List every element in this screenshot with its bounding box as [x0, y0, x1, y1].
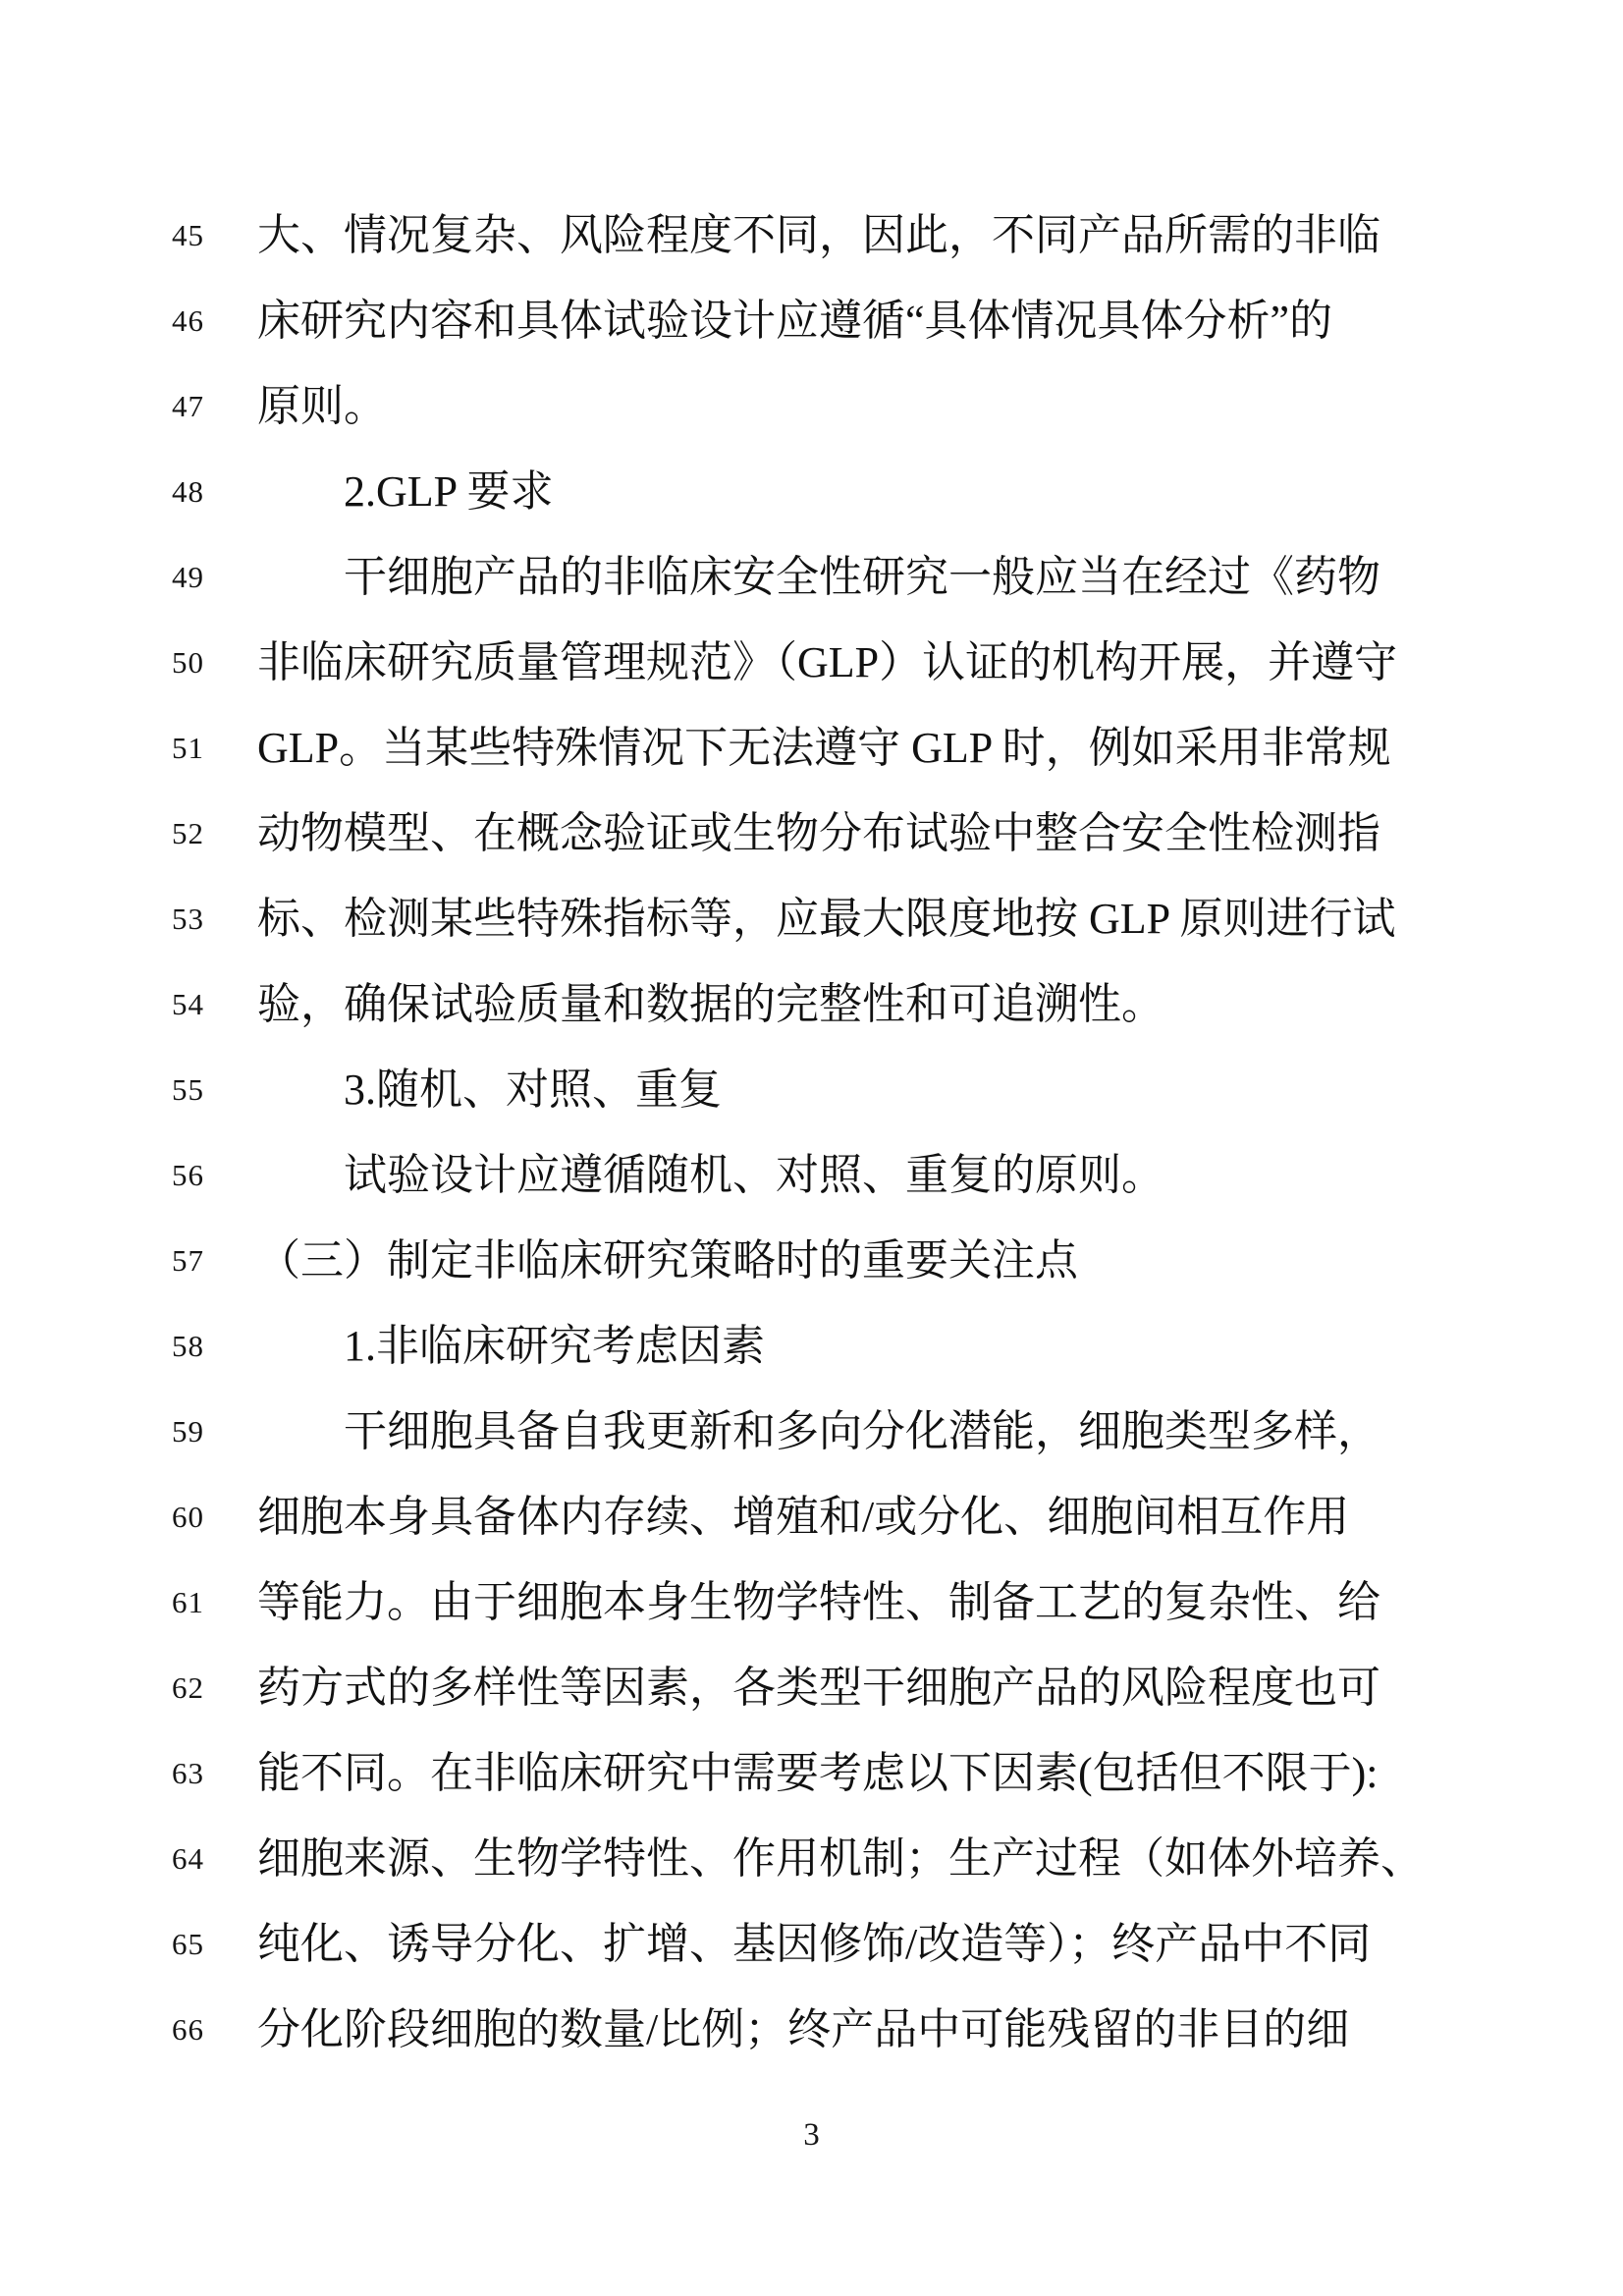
- line-number: 61: [172, 1585, 204, 1619]
- document-line: [0, 1559, 1623, 1645]
- line-number: 47: [172, 389, 204, 423]
- line-text: GLP。当某些特殊情况下无法遵守 GLP 时，例如采用非常规: [257, 724, 1391, 772]
- line-text: 床研究内容和具体试验设计应遵循“具体情况具体分析”的: [257, 297, 1333, 345]
- line-number: 59: [172, 1414, 204, 1449]
- line-number: 48: [172, 474, 204, 509]
- line-text: 等能力。由于细胞本身生物学特性、制备工艺的复杂性、给: [257, 1578, 1380, 1626]
- line-text: 药方式的多样性等因素，各类型干细胞产品的风险程度也可: [257, 1664, 1380, 1712]
- document-line: [0, 705, 1623, 791]
- line-number: 58: [172, 1329, 204, 1363]
- line-text: 试验设计应遵循随机、对照、重复的原则。: [344, 1151, 1164, 1199]
- line-text: 能不同。在非临床研究中需要考虑以下因素(包括但不限于):: [257, 1749, 1379, 1797]
- line-text: 干细胞产品的非临床安全性研究一般应当在经过《药物: [344, 553, 1380, 601]
- line-text: 原则。: [257, 382, 387, 430]
- document-line: [0, 1987, 1623, 2072]
- line-number: 63: [172, 1756, 204, 1790]
- line-text: 纯化、诱导分化、扩增、基因修饰/改造等）；终产品中不同: [257, 1920, 1372, 1968]
- line-number: 56: [172, 1158, 204, 1192]
- document-body: [0, 192, 1623, 2072]
- document-line: [0, 1645, 1623, 1730]
- line-text: 大、情况复杂、风险程度不同，因此，不同产品所需的非临: [257, 211, 1380, 259]
- line-text: 3.随机、对照、重复: [344, 1066, 722, 1114]
- line-text: 验，确保试验质量和数据的完整性和可追溯性。: [257, 980, 1164, 1028]
- line-text: 细胞本身具备体内存续、增殖和/或分化、细胞间相互作用: [257, 1493, 1350, 1541]
- document-line: [0, 876, 1623, 961]
- line-number: 46: [172, 303, 204, 338]
- document-line: [0, 1389, 1623, 1474]
- page-number: 3: [803, 2117, 820, 2153]
- document-line: [0, 1303, 1623, 1389]
- document-line: [0, 1218, 1623, 1303]
- line-number: 49: [172, 560, 204, 594]
- line-text: 1.非临床研究考虑因素: [344, 1322, 765, 1370]
- document-line: [0, 791, 1623, 876]
- line-text: 动物模型、在概念验证或生物分布试验中整合安全性检测指: [257, 809, 1380, 857]
- line-number: 45: [172, 218, 204, 252]
- document-line: [0, 192, 1623, 278]
- line-number: 52: [172, 816, 204, 850]
- line-text: （三）制定非临床研究策略时的重要关注点: [257, 1236, 1078, 1285]
- document-line: [0, 534, 1623, 620]
- document-line: [0, 1730, 1623, 1816]
- document-line: [0, 278, 1623, 363]
- line-number: 53: [172, 902, 204, 936]
- line-number: 66: [172, 2012, 204, 2047]
- line-text: 细胞来源、生物学特性、作用机制；生产过程（如体外培养、: [257, 1834, 1424, 1883]
- line-text: 分化阶段细胞的数量/比例；终产品中可能残留的非目的细: [257, 2005, 1350, 2053]
- document-line: [0, 1816, 1623, 1901]
- line-text: 非临床研究质量管理规范》（GLP）认证的机构开展，并遵守: [257, 638, 1398, 686]
- document-line: [0, 1047, 1623, 1132]
- document-line: [0, 1474, 1623, 1559]
- line-text: 标、检测某些特殊指标等，应最大限度地按 GLP 原则进行试: [257, 895, 1396, 943]
- line-number: 54: [172, 987, 204, 1021]
- document-line: [0, 620, 1623, 705]
- line-number: 50: [172, 645, 204, 680]
- document-line: [0, 961, 1623, 1047]
- line-number: 57: [172, 1243, 204, 1278]
- line-text: 干细胞具备自我更新和多向分化潜能，细胞类型多样，: [344, 1407, 1380, 1455]
- document-line: [0, 363, 1623, 449]
- line-number: 65: [172, 1927, 204, 1961]
- line-number: 64: [172, 1841, 204, 1876]
- line-number: 62: [172, 1670, 204, 1705]
- document-line: [0, 1901, 1623, 1987]
- line-number: 55: [172, 1072, 204, 1107]
- document-line: [0, 1132, 1623, 1218]
- line-number: 60: [172, 1500, 204, 1534]
- document-line: [0, 449, 1623, 534]
- line-number: 51: [172, 731, 204, 765]
- line-text: 2.GLP 要求: [344, 467, 554, 516]
